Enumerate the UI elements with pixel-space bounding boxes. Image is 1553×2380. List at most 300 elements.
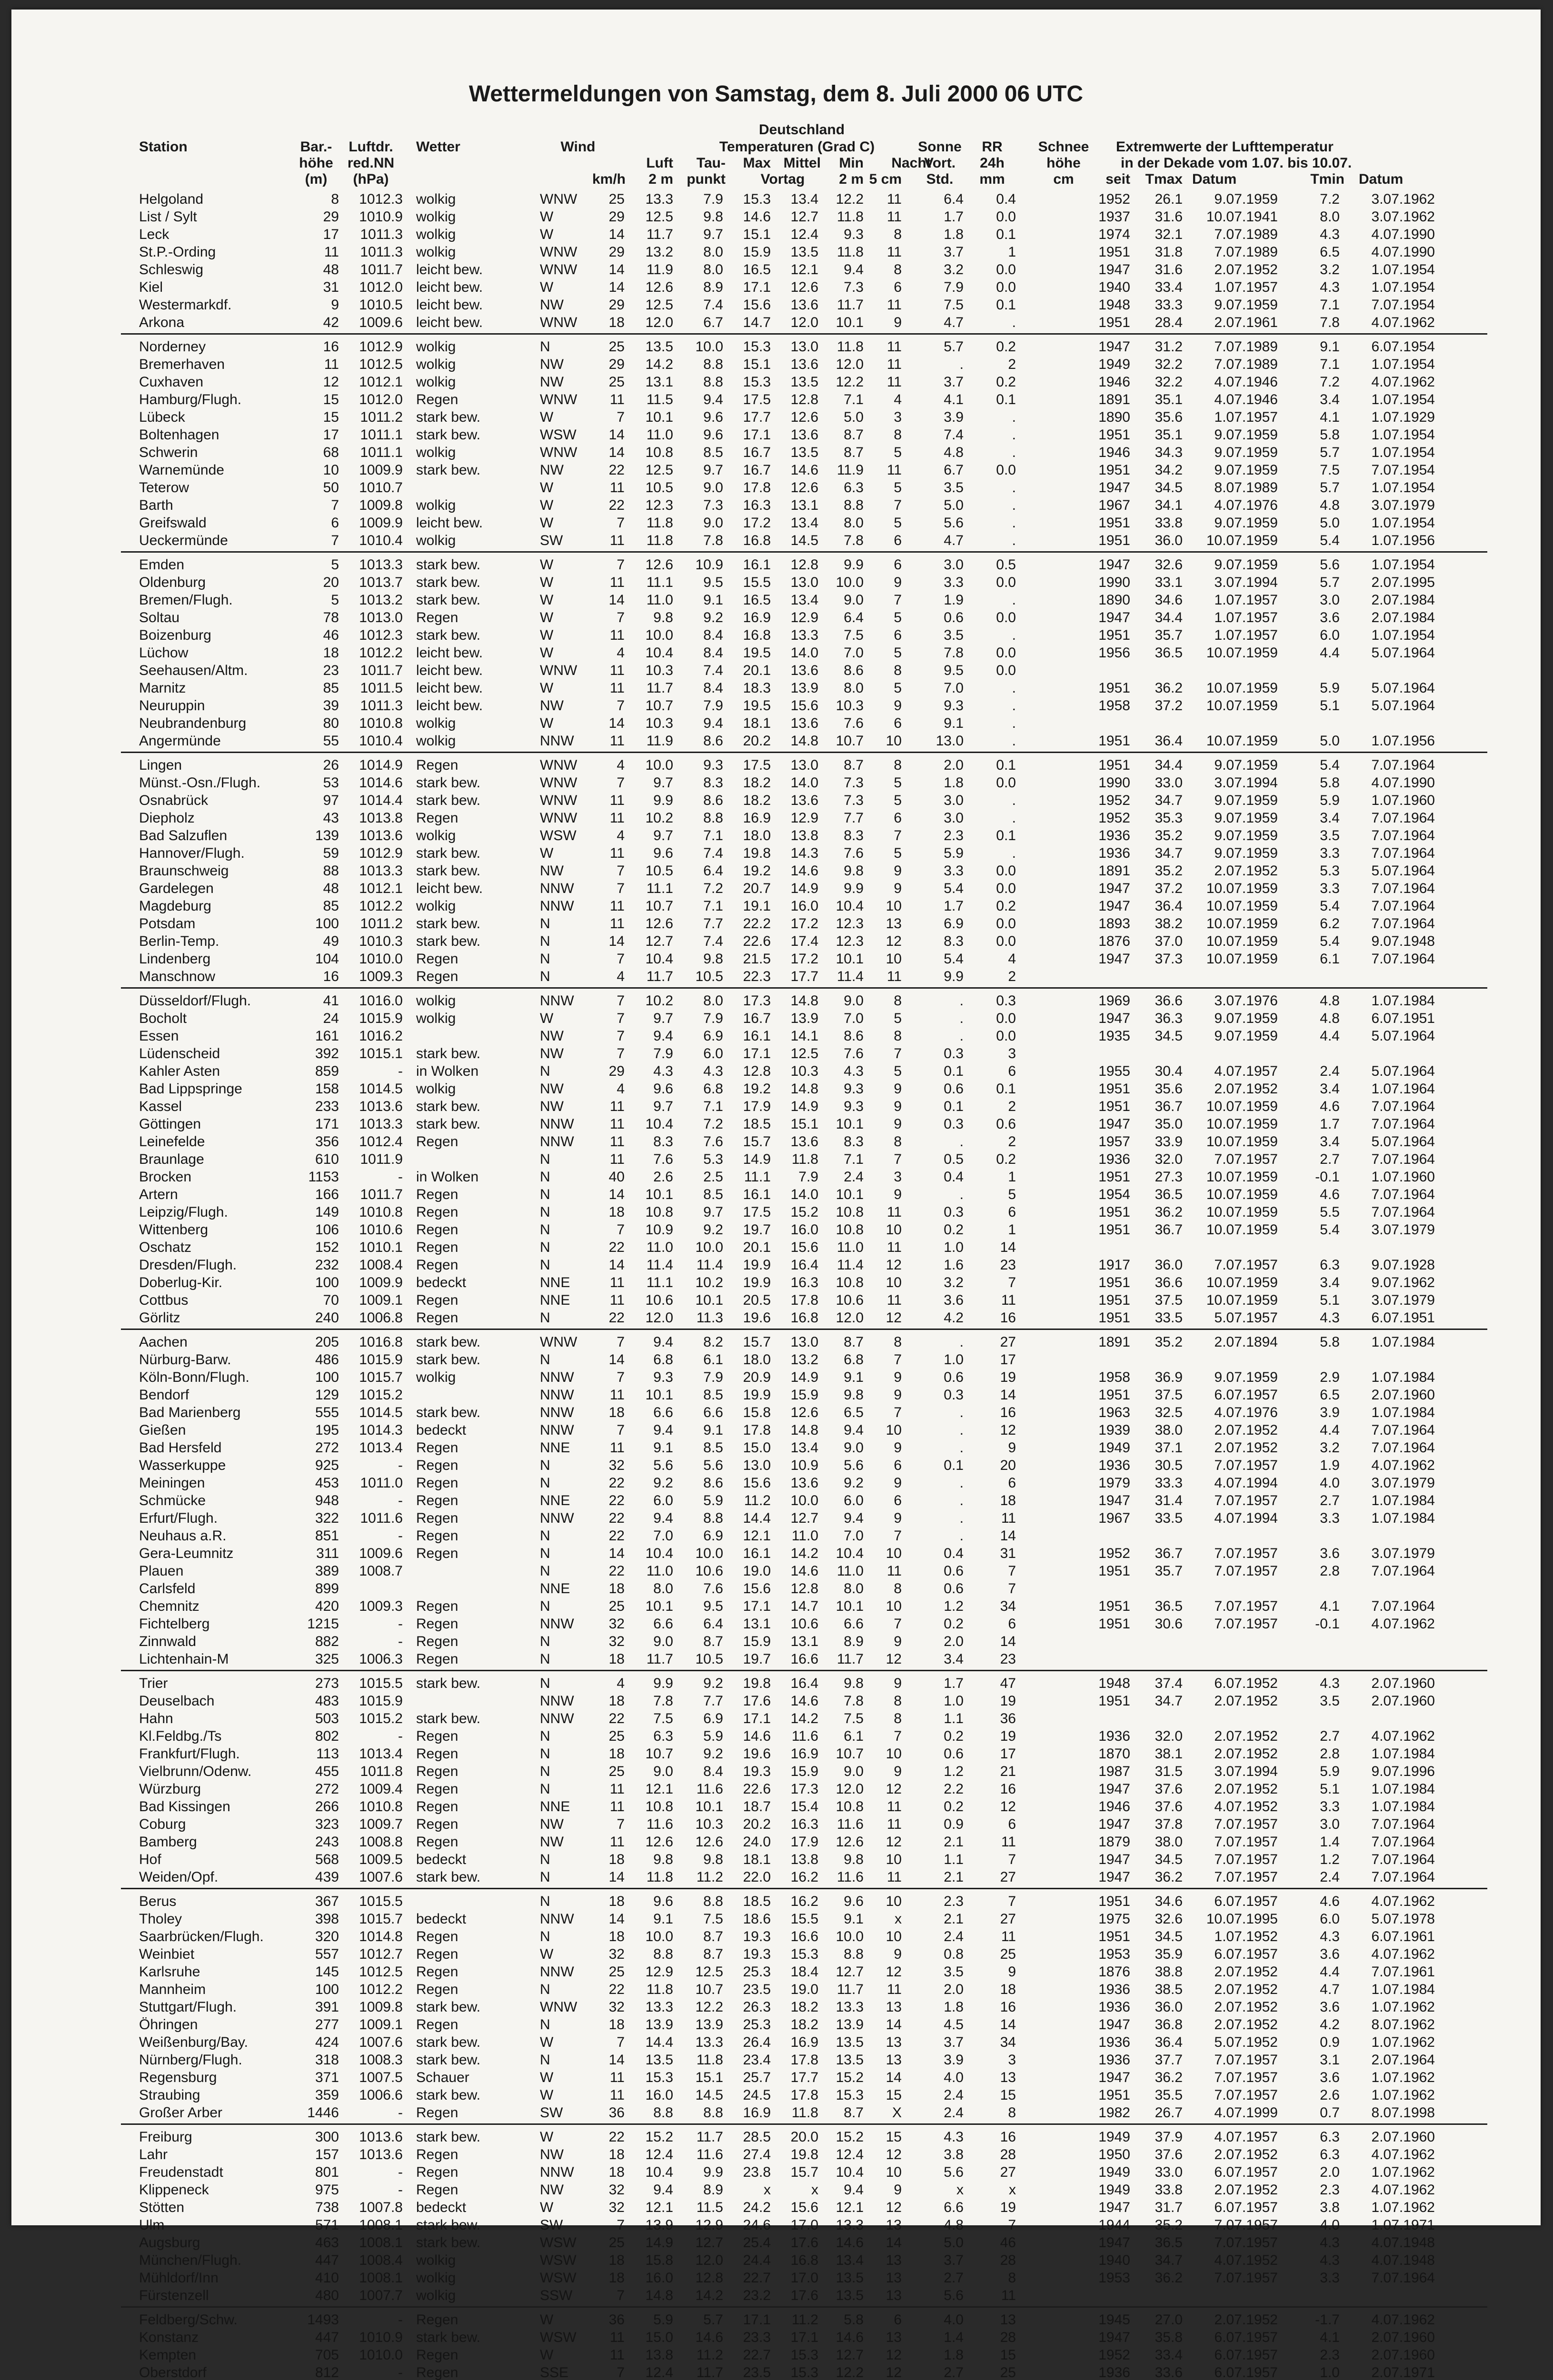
cell-barhoehe: 802 xyxy=(315,1728,339,1744)
cell-wetter: leicht bew. xyxy=(416,297,483,313)
cell-taupunkt: 7.4 xyxy=(703,933,723,949)
cell-station: Ulm xyxy=(139,2217,165,2233)
cell-wetter: Regen xyxy=(416,1187,458,1202)
cell-station: Bad Marienberg xyxy=(139,1405,241,1420)
cell-windgeschw: 11 xyxy=(609,793,625,808)
cell-taupunkt: 7.9 xyxy=(703,1369,723,1385)
cell-rr: 0.0 xyxy=(996,279,1016,295)
cell-station: Fichtelberg xyxy=(139,1616,210,1632)
cell-max: 16.3 xyxy=(743,497,771,513)
table-row xyxy=(11,1692,1541,1710)
cell-tmax-datum: 7.07.1957 xyxy=(1214,2087,1278,2103)
cell-mittel: 17.9 xyxy=(790,1834,818,1850)
cell-tmax-datum: 2.07.1952 xyxy=(1214,863,1278,879)
cell-taupunkt: 7.1 xyxy=(703,1099,723,1114)
table-row xyxy=(11,774,1541,792)
cell-rr: 23 xyxy=(1000,1651,1016,1667)
cell-luftdruck: - xyxy=(398,2105,403,2121)
cell-taupunkt: 7.4 xyxy=(703,663,723,678)
cell-station: Osnabrück xyxy=(139,793,209,808)
cell-mittel: 7.9 xyxy=(798,1169,818,1185)
cell-sonne: 13.0 xyxy=(936,733,964,749)
cell-rr: 13 xyxy=(1000,2070,1016,2085)
header-min: Min xyxy=(839,155,864,171)
cell-windrichtung: W xyxy=(540,279,554,295)
cell-barhoehe: 97 xyxy=(323,793,339,808)
cell-windgeschw: 7 xyxy=(617,1046,625,1061)
cell-tmin: 8.0 xyxy=(1320,209,1340,225)
cell-mittel: 11.8 xyxy=(791,1151,818,1167)
cell-min5cm: 13 xyxy=(886,2270,902,2286)
cell-taupunkt: 9.4 xyxy=(703,715,723,731)
cell-min5cm: 12 xyxy=(886,1651,902,1667)
cell-windrichtung: WNW xyxy=(540,1334,577,1350)
cell-tmax: 32.1 xyxy=(1155,227,1183,242)
cell-tmin: 1.0 xyxy=(1320,2365,1340,2380)
cell-max: 15.7 xyxy=(743,1134,771,1150)
cell-min5cm: 9 xyxy=(894,698,902,714)
cell-min5cm: 11 xyxy=(886,1563,902,1579)
cell-tmax-datum: 3.07.1994 xyxy=(1214,575,1278,590)
cell-min2m: 9.6 xyxy=(844,1894,864,1909)
cell-windgeschw: 7 xyxy=(617,993,625,1009)
cell-taupunkt: 5.9 xyxy=(703,1728,723,1744)
cell-tmin-datum: 7.07.1964 xyxy=(1371,1563,1435,1579)
cell-luftdruck: 1008.4 xyxy=(359,1257,403,1273)
cell-min2m: 12.0 xyxy=(836,1310,864,1326)
cell-station: Plauen xyxy=(139,1563,184,1579)
cell-wetter: stark bew. xyxy=(416,2087,481,2103)
header-rr: mm xyxy=(979,171,1005,187)
cell-luft: 9.6 xyxy=(653,1081,673,1097)
cell-min2m: 9.1 xyxy=(844,1369,864,1385)
cell-windrichtung: NW xyxy=(540,2182,564,2198)
header-sonne: Vort. xyxy=(924,155,956,171)
cell-mittel: 16.9 xyxy=(790,2034,818,2050)
cell-luft: 14.2 xyxy=(645,357,673,372)
cell-mittel: 12.5 xyxy=(790,1046,818,1061)
cell-windgeschw: 14 xyxy=(608,262,625,278)
cell-rr: 34 xyxy=(1000,1598,1016,1614)
cell-tmax-datum: 7.07.1957 xyxy=(1214,1257,1278,1273)
cell-luft: 10.8 xyxy=(645,445,673,460)
cell-luft: 12.9 xyxy=(645,1964,673,1980)
cell-mittel: 19.0 xyxy=(790,1982,818,1997)
cell-rr: 12 xyxy=(1000,1422,1016,1438)
cell-min5cm: 11 xyxy=(886,357,902,372)
cell-windrichtung: NW xyxy=(540,1081,564,1097)
table-row xyxy=(11,1945,1541,1963)
cell-max: 18.0 xyxy=(743,828,771,843)
cell-rr: 0.2 xyxy=(996,374,1016,390)
cell-barhoehe: 145 xyxy=(315,1964,339,1980)
cell-wetter: Regen xyxy=(416,1651,458,1667)
cell-min2m: 8.0 xyxy=(844,680,864,696)
cell-luft: 9.7 xyxy=(653,1099,673,1114)
cell-windrichtung: NNE xyxy=(540,1292,570,1308)
cell-taupunkt: 7.9 xyxy=(703,191,723,207)
cell-max: 16.1 xyxy=(743,1028,771,1044)
cell-tmin-datum: 4.07.1962 xyxy=(1371,2147,1435,2162)
cell-tmax: 33.3 xyxy=(1155,1475,1183,1491)
cell-tmax: 31.4 xyxy=(1155,1493,1183,1508)
cell-mittel: 16.2 xyxy=(790,1869,818,1885)
cell-min5cm: 4 xyxy=(894,392,902,407)
cell-station: Münst.-Osn./Flugh. xyxy=(139,775,261,791)
cell-windgeschw: 32 xyxy=(608,1999,625,2015)
cell-tmin: 5.7 xyxy=(1320,445,1340,460)
cell-seit: 1951 xyxy=(1098,1310,1130,1326)
cell-windgeschw: 29 xyxy=(608,244,625,260)
cell-min2m: 8.8 xyxy=(844,497,864,513)
cell-wetter: Regen xyxy=(416,1458,458,1473)
cell-tmax: 35.2 xyxy=(1155,1334,1183,1350)
cell-rr: 14 xyxy=(1000,1387,1016,1403)
cell-sonne: 1.8 xyxy=(944,2347,964,2363)
cell-windrichtung: W xyxy=(540,592,554,608)
table-row xyxy=(11,1457,1541,1474)
cell-windrichtung: W xyxy=(540,227,554,242)
cell-windgeschw: 32 xyxy=(608,1946,625,1962)
cell-sonne: 4.2 xyxy=(944,1310,964,1326)
table-row xyxy=(11,2181,1541,2199)
cell-min2m: 7.5 xyxy=(844,1711,864,1726)
cell-tmin: 2.8 xyxy=(1320,1746,1340,1762)
cell-windgeschw: 11 xyxy=(609,627,625,643)
cell-mittel: 15.1 xyxy=(790,1116,818,1132)
cell-rr: 0.1 xyxy=(996,297,1016,313)
cell-barhoehe: 11 xyxy=(324,244,339,260)
table-row xyxy=(11,1133,1541,1150)
cell-taupunkt: 7.3 xyxy=(703,497,723,513)
cell-rr: 0.0 xyxy=(996,663,1016,678)
header-schnee: Schnee xyxy=(1038,139,1089,155)
cell-windrichtung: NNW xyxy=(540,1405,574,1420)
cell-taupunkt: 8.4 xyxy=(703,1764,723,1779)
cell-sonne: 3.3 xyxy=(944,863,964,879)
cell-sonne: 3.4 xyxy=(944,1651,964,1667)
cell-rr: . xyxy=(1012,793,1016,808)
cell-wetter: wolkig xyxy=(416,828,456,843)
cell-station: Westermarkdf. xyxy=(139,297,232,313)
cell-barhoehe: 503 xyxy=(315,1711,339,1726)
cell-barhoehe: 12 xyxy=(323,374,339,390)
table-row xyxy=(11,1597,1541,1615)
cell-mittel: 13.5 xyxy=(790,445,818,460)
cell-tmin: 3.0 xyxy=(1320,1816,1340,1832)
cell-seit: 1951 xyxy=(1098,2087,1130,2103)
cell-luft: 12.6 xyxy=(645,916,673,932)
cell-windgeschw: 11 xyxy=(609,845,625,861)
cell-windgeschw: 18 xyxy=(608,2017,625,2033)
cell-taupunkt: 9.1 xyxy=(703,592,723,608)
cell-max: 19.7 xyxy=(743,1222,771,1238)
cell-windgeschw: 25 xyxy=(608,374,625,390)
cell-wetter: Regen xyxy=(416,1728,458,1744)
cell-seit: 1947 xyxy=(1098,1816,1130,1832)
cell-wetter: Regen xyxy=(416,951,458,967)
cell-taupunkt: 7.1 xyxy=(703,828,723,843)
table-row xyxy=(11,1045,1541,1062)
cell-seit: 1879 xyxy=(1098,1834,1130,1850)
cell-barhoehe: 322 xyxy=(315,1510,339,1526)
cell-barhoehe: 18 xyxy=(323,645,339,661)
cell-taupunkt: 13.3 xyxy=(695,2034,723,2050)
cell-min5cm: 6 xyxy=(894,279,902,295)
cell-tmax: 35.7 xyxy=(1155,627,1183,643)
cell-taupunkt: 8.6 xyxy=(703,1475,723,1491)
cell-luftdruck: - xyxy=(398,1493,403,1508)
cell-windrichtung: NNE xyxy=(540,1493,570,1508)
cell-station: Teterow xyxy=(139,480,189,496)
cell-mittel: 14.9 xyxy=(790,1099,818,1114)
cell-barhoehe: 882 xyxy=(315,1634,339,1649)
cell-windgeschw: 18 xyxy=(608,1581,625,1597)
table-row xyxy=(11,1062,1541,1080)
cell-rr: . xyxy=(1012,810,1016,826)
cell-mittel: 11.6 xyxy=(791,1728,818,1744)
cell-windgeschw: 7 xyxy=(617,2288,625,2303)
cell-tmin: 5.1 xyxy=(1320,698,1340,714)
cell-sonne: 1.2 xyxy=(944,1598,964,1614)
cell-seit: 1936 xyxy=(1098,1151,1130,1167)
cell-taupunkt: 7.9 xyxy=(703,698,723,714)
cell-wetter: Regen xyxy=(416,610,458,625)
cell-wetter: wolkig xyxy=(416,1011,456,1026)
cell-station: Emden xyxy=(139,557,185,573)
cell-wetter: Regen xyxy=(416,1799,458,1815)
cell-tmin-datum: 1.07.1954 xyxy=(1371,557,1435,573)
cell-mittel: 16.0 xyxy=(790,1222,818,1238)
cell-seit: 1963 xyxy=(1098,1405,1130,1420)
cell-taupunkt: 10.3 xyxy=(695,1816,723,1832)
cell-luft: 12.6 xyxy=(645,557,673,573)
cell-station: Karlsruhe xyxy=(139,1964,200,1980)
cell-min5cm: 12 xyxy=(886,2365,902,2380)
cell-max: 23.2 xyxy=(743,2288,771,2303)
cell-luftdruck: 1016.0 xyxy=(359,993,403,1009)
cell-luftdruck: 1011.0 xyxy=(360,1475,403,1491)
cell-min2m: 9.8 xyxy=(844,1676,864,1691)
cell-luftdruck: 1015.9 xyxy=(359,1352,403,1368)
cell-max: 19.0 xyxy=(743,1563,771,1579)
cell-seit: 1940 xyxy=(1098,2252,1130,2268)
cell-station: Boltenhagen xyxy=(139,427,219,443)
cell-taupunkt: 12.7 xyxy=(695,2235,723,2251)
cell-tmax: 34.3 xyxy=(1155,445,1183,460)
cell-station: Kahler Asten xyxy=(139,1063,220,1079)
cell-tmin: 4.6 xyxy=(1320,1187,1340,1202)
cell-tmin-datum: 4.07.1962 xyxy=(1371,1728,1435,1744)
cell-tmax-datum: 7.07.1957 xyxy=(1214,1834,1278,1850)
cell-tmax-datum: 9.07.1959 xyxy=(1214,515,1278,531)
cell-min2m: 12.2 xyxy=(836,374,864,390)
cell-wetter: stark bew. xyxy=(416,2330,481,2345)
cell-windrichtung: WNW xyxy=(540,392,577,407)
cell-luft: 10.4 xyxy=(645,645,673,661)
cell-barhoehe: 39 xyxy=(323,698,339,714)
cell-sonne: 0.6 xyxy=(944,1369,964,1385)
cell-windgeschw: 7 xyxy=(617,1011,625,1026)
cell-min5cm: 8 xyxy=(894,1028,902,1044)
cell-seit: 1951 xyxy=(1098,757,1130,773)
cell-seit: 1955 xyxy=(1098,1063,1130,1079)
cell-taupunkt: 6.9 xyxy=(703,1711,723,1726)
cell-windrichtung: N xyxy=(540,1598,550,1614)
cell-tmax-datum: 10.07.1959 xyxy=(1206,1292,1278,1308)
cell-luftdruck: 1015.2 xyxy=(359,1387,403,1403)
cell-max: 14.6 xyxy=(743,209,771,225)
cell-rr: 7 xyxy=(1008,1563,1016,1579)
cell-min2m: 8.8 xyxy=(844,1946,864,1962)
cell-min2m: 11.4 xyxy=(836,1257,864,1273)
cell-tmin-datum: 7.07.1964 xyxy=(1371,1869,1435,1885)
cell-tmin-datum: 7.07.1964 xyxy=(1371,1816,1435,1832)
cell-seit: 1951 xyxy=(1098,1222,1130,1238)
cell-wetter: wolkig xyxy=(416,191,456,207)
cell-windrichtung: N xyxy=(540,1458,550,1473)
cell-mittel: 17.8 xyxy=(790,2052,818,2068)
table-row xyxy=(11,1527,1541,1545)
cell-tmax: 36.0 xyxy=(1155,1257,1183,1273)
cell-mittel: 13.6 xyxy=(790,1134,818,1150)
cell-tmin-datum: 5.07.1964 xyxy=(1371,863,1435,879)
cell-tmin-datum: 7.07.1964 xyxy=(1371,757,1435,773)
cell-windrichtung: W xyxy=(540,2034,554,2050)
cell-rr: . xyxy=(1012,533,1016,548)
cell-wetter: Regen xyxy=(416,2365,458,2380)
cell-sonne: 1.0 xyxy=(944,1240,964,1255)
cell-luft: 11.5 xyxy=(646,392,673,407)
cell-windgeschw: 7 xyxy=(617,881,625,896)
cell-seit: 1958 xyxy=(1098,1369,1130,1385)
cell-sonne: 4.8 xyxy=(944,445,964,460)
cell-windgeschw: 7 xyxy=(617,1222,625,1238)
cell-windrichtung: NW xyxy=(540,1834,564,1850)
cell-min2m: 11.7 xyxy=(836,1982,864,1997)
cell-sonne: 7.5 xyxy=(944,297,964,313)
cell-luft: 9.7 xyxy=(653,828,673,843)
cell-wetter: Regen xyxy=(416,392,458,407)
cell-rr: 47 xyxy=(1000,1676,1016,1691)
cell-max: 21.5 xyxy=(743,951,771,967)
cell-barhoehe: 16 xyxy=(323,969,339,984)
cell-sonne: 0.2 xyxy=(944,1799,964,1815)
cell-windgeschw: 11 xyxy=(609,1099,625,1114)
cell-luftdruck: 1013.6 xyxy=(359,2129,403,2145)
cell-barhoehe: 859 xyxy=(315,1063,339,1079)
cell-tmin-datum: 8.07.1962 xyxy=(1371,2017,1435,2033)
cell-tmin: 3.1 xyxy=(1320,2052,1340,2068)
cell-tmin-datum: 4.07.1962 xyxy=(1371,2182,1435,2198)
cell-windrichtung: NW xyxy=(540,863,564,879)
cell-taupunkt: 8.9 xyxy=(703,2182,723,2198)
cell-tmax-datum: 6.07.1952 xyxy=(1214,1676,1278,1691)
cell-tmax: 27.3 xyxy=(1155,1169,1183,1185)
cell-tmin: 6.0 xyxy=(1320,627,1340,643)
cell-sonne: . xyxy=(959,1187,964,1202)
cell-min2m: 11.8 xyxy=(836,244,864,260)
cell-taupunkt: 6.8 xyxy=(703,1081,723,1097)
cell-station: Kiel xyxy=(139,279,163,295)
cell-tmin: 5.1 xyxy=(1320,1292,1340,1308)
cell-max: 17.5 xyxy=(743,392,771,407)
cell-tmax: 33.3 xyxy=(1155,297,1183,313)
cell-windrichtung: NNW xyxy=(540,1134,574,1150)
cell-windrichtung: WNW xyxy=(540,262,577,278)
cell-min2m: 9.9 xyxy=(844,557,864,573)
cell-windrichtung: W xyxy=(540,2200,554,2215)
cell-luft: 13.5 xyxy=(645,2052,673,2068)
cell-luftdruck: 1009.4 xyxy=(359,1781,403,1797)
cell-sonne: . xyxy=(959,1493,964,1508)
cell-taupunkt: 9.7 xyxy=(703,227,723,242)
cell-tmax: 37.2 xyxy=(1155,698,1183,714)
cell-max: 18.2 xyxy=(743,793,771,808)
cell-barhoehe: 571 xyxy=(315,2217,339,2233)
cell-tmax-datum: 10.07.1959 xyxy=(1206,1222,1278,1238)
cell-station: Oldenburg xyxy=(139,575,206,590)
cell-station: Düsseldorf/Flugh. xyxy=(139,993,251,1009)
cell-tmax: 36.2 xyxy=(1155,2270,1183,2286)
cell-windgeschw: 11 xyxy=(609,1134,625,1150)
cell-sonne: 0.5 xyxy=(944,1151,964,1167)
cell-barhoehe: 272 xyxy=(315,1781,339,1797)
cell-station: Helgoland xyxy=(139,191,204,207)
cell-sonne: 3.2 xyxy=(944,1275,964,1290)
cell-barhoehe: 453 xyxy=(315,1475,339,1491)
cell-tmax: 27.0 xyxy=(1155,2312,1183,2328)
cell-seit: 1975 xyxy=(1098,1911,1130,1927)
cell-tmax-datum: 2.07.1952 xyxy=(1214,1422,1278,1438)
cell-seit: 1946 xyxy=(1098,445,1130,460)
cell-barhoehe: 15 xyxy=(323,392,339,407)
cell-luftdruck: 1012.0 xyxy=(359,279,403,295)
cell-luftdruck: 1011.2 xyxy=(360,409,403,425)
cell-min2m: 11.4 xyxy=(836,969,864,984)
cell-windgeschw: 11 xyxy=(609,2347,625,2363)
cell-max: 23.5 xyxy=(743,1982,771,1997)
cell-mittel: 15.6 xyxy=(790,1240,818,1255)
cell-max: 19.2 xyxy=(743,863,771,879)
cell-luft: 9.4 xyxy=(653,1028,673,1044)
cell-tmin: 5.9 xyxy=(1320,1764,1340,1779)
table-row xyxy=(11,992,1541,1010)
cell-min2m: 9.9 xyxy=(844,881,864,896)
cell-windrichtung: W xyxy=(540,715,554,731)
cell-tmax-datum: 10.07.1959 xyxy=(1206,1169,1278,1185)
cell-station: Bocholt xyxy=(139,1011,187,1026)
cell-seit: 1948 xyxy=(1098,297,1130,313)
cell-seit: 1951 xyxy=(1098,1616,1130,1632)
cell-wetter: stark bew. xyxy=(416,845,481,861)
table-row xyxy=(11,968,1541,985)
cell-max: 22.0 xyxy=(743,1869,771,1885)
table-row xyxy=(11,2146,1541,2163)
table-row xyxy=(11,1868,1541,1886)
cell-station: Feldberg/Schw. xyxy=(139,2312,238,2328)
cell-max: 16.1 xyxy=(743,1546,771,1561)
cell-tmax: 38.2 xyxy=(1155,916,1183,932)
cell-luft: 12.0 xyxy=(645,1310,673,1326)
cell-sonne: 2.1 xyxy=(944,1834,964,1850)
cell-mittel: 13.6 xyxy=(790,663,818,678)
cell-tmax: 35.0 xyxy=(1155,1116,1183,1132)
cell-tmin-datum: 9.07.1996 xyxy=(1371,1764,1435,1779)
cell-luftdruck: 1010.8 xyxy=(359,715,403,731)
cell-barhoehe: 15 xyxy=(323,409,339,425)
cell-luft: 14.8 xyxy=(645,2288,673,2303)
